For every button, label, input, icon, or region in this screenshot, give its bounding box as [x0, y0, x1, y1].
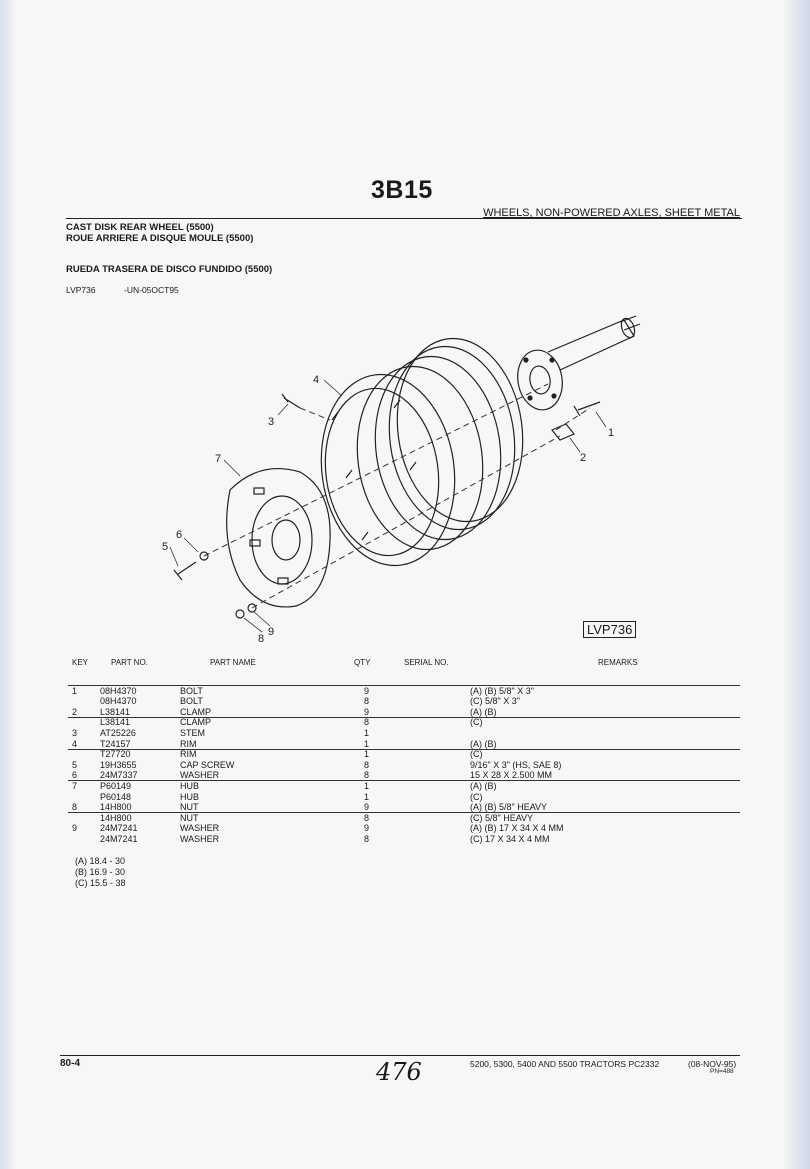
cell-part-no: 08H4370	[100, 685, 137, 696]
cell-remarks: (C) 17 X 34 X 4 MM	[470, 833, 550, 844]
table-row	[68, 739, 740, 750]
cell-part-no: 24M7337	[100, 770, 138, 781]
page-code: 3B15	[371, 176, 433, 204]
title-spanish: RUEDA TRASERA DE DISCO FUNDIDO (5500)	[66, 264, 273, 275]
cell-qty: 1	[364, 738, 370, 749]
cell-qty: 1	[364, 749, 370, 760]
bolt-part-1	[574, 402, 600, 416]
table-row	[68, 834, 740, 845]
cell-part-name: RIM	[180, 749, 197, 760]
nut-washer-parts-8-9	[236, 604, 256, 618]
cell-part-name: NUT	[180, 812, 199, 823]
page-number: 80-4	[60, 1058, 81, 1069]
cell-remarks: (C) 5/8" HEAVY	[470, 812, 534, 823]
note-c: (C) 15.5 - 38	[75, 878, 126, 888]
cell-part-no: L38141	[100, 717, 131, 728]
cell-part-name: BOLT	[180, 685, 203, 696]
callout-4: 4	[313, 374, 320, 386]
cell-part-name: HUB	[180, 791, 200, 802]
title-french: ROUE ARRIERE A DISQUE MOULE (5500)	[66, 233, 254, 244]
table-row	[68, 717, 740, 728]
cell-part-name: RIM	[180, 738, 197, 749]
cell-part-name: WASHER	[180, 770, 220, 781]
table-row	[68, 686, 740, 697]
callout-5: 5	[162, 541, 169, 553]
cell-qty: 1	[364, 727, 370, 738]
illustration-id: LVP736	[66, 285, 96, 295]
stem-part-3	[282, 394, 300, 408]
col-header-qty: QTY	[354, 658, 371, 667]
callout-3: 3	[268, 416, 275, 428]
clamp-part-2	[552, 424, 574, 440]
cell-qty: 8	[364, 759, 370, 770]
cell-part-no: P60148	[100, 791, 132, 802]
col-header-name: PART NAME	[210, 658, 256, 667]
callout-9: 9	[268, 626, 275, 638]
scan-edge-right	[784, 0, 810, 1169]
cell-remarks: (A) (B) 17 X 34 X 4 MM	[470, 823, 564, 834]
cell-qty: 8	[364, 770, 370, 781]
cell-part-no: 24M7241	[100, 833, 138, 844]
cell-qty: 1	[364, 791, 370, 802]
cell-key: 3	[72, 727, 78, 738]
cell-part-name: HUB	[180, 780, 200, 791]
cell-part-name: CLAMP	[180, 706, 212, 717]
cell-remarks: (A) (B) 5/8" X 3"	[470, 685, 534, 696]
callout-1: 1	[608, 427, 615, 439]
table-row	[68, 728, 740, 739]
cell-qty: 8	[364, 696, 370, 707]
note-b: (B) 16.9 - 30	[75, 867, 126, 877]
handwritten-number: 476	[376, 1058, 422, 1086]
cell-qty: 9	[364, 802, 370, 813]
cell-part-name: WASHER	[180, 823, 220, 834]
cell-part-no: AT25226	[100, 727, 136, 738]
cell-part-no: T24157	[100, 738, 131, 749]
cell-part-no: 24M7241	[100, 823, 138, 834]
table-row	[68, 792, 740, 803]
cell-remarks: (A) (B) 5/8" HEAVY	[470, 802, 548, 813]
cell-key: 8	[72, 802, 78, 813]
cell-part-no: P60149	[100, 780, 132, 791]
cell-part-name: NUT	[180, 802, 199, 813]
table-row	[68, 770, 740, 781]
cell-key: 5	[72, 759, 78, 770]
table-row	[68, 823, 740, 834]
cell-part-no: T27720	[100, 749, 131, 760]
section-title: WHEELS, NON-POWERED AXLES, SHEET METAL	[483, 207, 740, 219]
cell-part-no: 14H800	[100, 802, 132, 813]
table-row	[68, 696, 740, 707]
cell-key: 9	[72, 823, 78, 834]
cell-part-name: WASHER	[180, 833, 220, 844]
cell-part-no: 19H3655	[100, 759, 137, 770]
callout-6: 6	[176, 529, 183, 541]
callout-7: 7	[215, 453, 222, 465]
exploded-wheel-diagram	[150, 315, 650, 645]
cell-remarks: 15 X 28 X 2.500 MM	[470, 770, 553, 781]
table-row	[68, 813, 740, 824]
table-row	[68, 749, 740, 760]
table-row	[68, 760, 740, 771]
cell-qty: 9	[364, 685, 370, 696]
note-a: (A) 18.4 - 30	[75, 856, 126, 866]
cell-part-no: 14H800	[100, 812, 132, 823]
cell-remarks: (A) (B)	[470, 780, 497, 791]
cell-qty: 9	[364, 706, 370, 717]
cell-part-no: L38141	[100, 706, 131, 717]
footer-models: 5200, 5300, 5400 AND 5500 TRACTORS PC2332	[470, 1059, 660, 1069]
cell-key: 4	[72, 738, 78, 749]
cell-key: 7	[72, 780, 78, 791]
cell-remarks: (C)	[470, 717, 483, 728]
cell-remarks: (A) (B)	[470, 706, 497, 717]
cell-part-name: BOLT	[180, 696, 203, 707]
diagram-label: LVP736	[583, 621, 636, 638]
col-header-key: KEY	[72, 658, 89, 667]
footer-divider	[60, 1055, 740, 1056]
col-header-remarks: REMARKS	[598, 658, 638, 667]
cell-remarks: (C) 5/8" X 3"	[470, 696, 520, 707]
axle-shaft	[548, 316, 640, 370]
cell-key: 6	[72, 770, 78, 781]
cell-qty: 1	[364, 780, 370, 791]
cell-key: 1	[72, 685, 78, 696]
callout-2: 2	[580, 452, 587, 464]
header-divider	[66, 218, 742, 219]
cell-qty: 8	[364, 717, 370, 728]
table-row	[68, 707, 740, 718]
cell-part-name: CAP SCREW	[180, 759, 235, 770]
cell-qty: 8	[364, 812, 370, 823]
cell-remarks: (A) (B)	[470, 738, 497, 749]
col-header-serial: SERIAL NO.	[404, 658, 449, 667]
cell-remarks: (C)	[470, 749, 483, 760]
cell-remarks: 9/16" X 3" (HS, SAE 8)	[470, 759, 562, 770]
illustration-date: -UN-05OCT95	[124, 285, 179, 295]
cell-key: 2	[72, 706, 78, 717]
rim-part-4	[309, 330, 534, 574]
cell-part-no: 08H4370	[100, 696, 137, 707]
axle-flange	[513, 347, 567, 414]
col-header-part: PART NO.	[111, 658, 148, 667]
cell-remarks: (C)	[470, 791, 483, 802]
cell-part-name: STEM	[180, 727, 206, 738]
cell-part-name: CLAMP	[180, 717, 212, 728]
cell-qty: 9	[364, 823, 370, 834]
scan-edge-left	[0, 0, 14, 1169]
callout-8: 8	[258, 633, 265, 645]
footer-pn: PN=488	[710, 1068, 734, 1075]
footer-date: (08-NOV-95)	[688, 1059, 737, 1069]
hub-disk-part-7	[227, 469, 330, 607]
title-english: CAST DISK REAR WHEEL (5500)	[66, 222, 214, 233]
table-row	[68, 802, 740, 813]
cell-qty: 8	[364, 833, 370, 844]
table-row	[68, 781, 740, 792]
